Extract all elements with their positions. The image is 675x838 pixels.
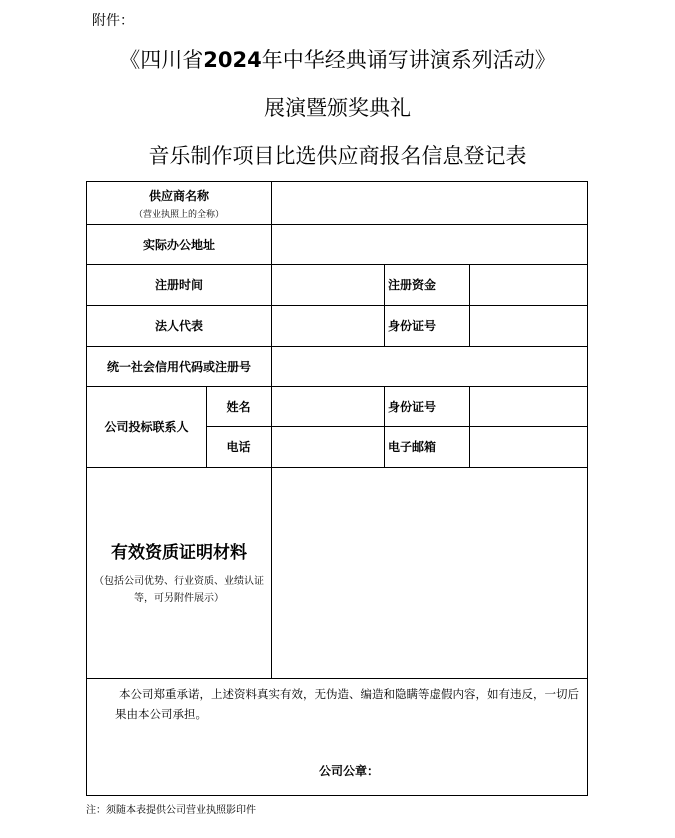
title-line-2: 展演暨颁奖典礼 bbox=[264, 96, 411, 120]
col-divider bbox=[469, 264, 470, 346]
company-seal-label: 公司公章： bbox=[319, 764, 380, 778]
reg-time-label: 注册时间 bbox=[154, 278, 203, 292]
credit-code-label: 统一社会信用代码或注册号 bbox=[106, 359, 251, 374]
contact-id-number-label: 身份证号 bbox=[388, 399, 437, 414]
id-number-label: 身份证号 bbox=[388, 319, 437, 333]
supplier-name-note: （营业执照上的全称） bbox=[133, 209, 224, 220]
title-line-1 bbox=[0, 44, 675, 74]
col-divider bbox=[271, 182, 272, 678]
email-label: 电子邮箱 bbox=[388, 440, 437, 454]
footer-note: 注：须随本表提供公司营业执照影印件 bbox=[86, 805, 256, 816]
supplier-name-text: 供应商名称 bbox=[148, 188, 209, 203]
phone-label: 电话 bbox=[226, 440, 251, 454]
promise-statement: 本公司郑重承诺，上述资料真实有效，无伪造、编造和隐瞒等虚假内容，如有违反，一切后果由本公司承担。 bbox=[115, 687, 579, 721]
attachment-label: 附件： bbox=[92, 13, 134, 29]
col-divider bbox=[469, 386, 470, 467]
registration-form bbox=[86, 181, 588, 796]
title-year: 2024 bbox=[203, 48, 262, 72]
qualification-note: （包括公司优势、行业资质、业绩认证等，可另附件展示） bbox=[94, 576, 264, 604]
qualification-title: 有效资质证明材料 bbox=[111, 543, 247, 563]
title-line-3: 音乐制作项目比选供应商报名信息登记表 bbox=[148, 144, 527, 168]
office-address-label: 实际办公地址 bbox=[142, 237, 215, 252]
row-divider bbox=[87, 678, 587, 679]
qualification-label bbox=[87, 467, 271, 678]
title-prefix: 《四川省 bbox=[119, 48, 204, 72]
legal-rep-label: 法人代表 bbox=[154, 319, 203, 333]
reg-capital-label: 注册资金 bbox=[388, 278, 437, 292]
name-label: 姓名 bbox=[226, 399, 251, 414]
contact-person-label: 公司投标联系人 bbox=[104, 420, 189, 434]
title-suffix: 年中华经典诵写讲演系列活动》 bbox=[261, 48, 556, 72]
supplier-name-label bbox=[87, 182, 271, 224]
